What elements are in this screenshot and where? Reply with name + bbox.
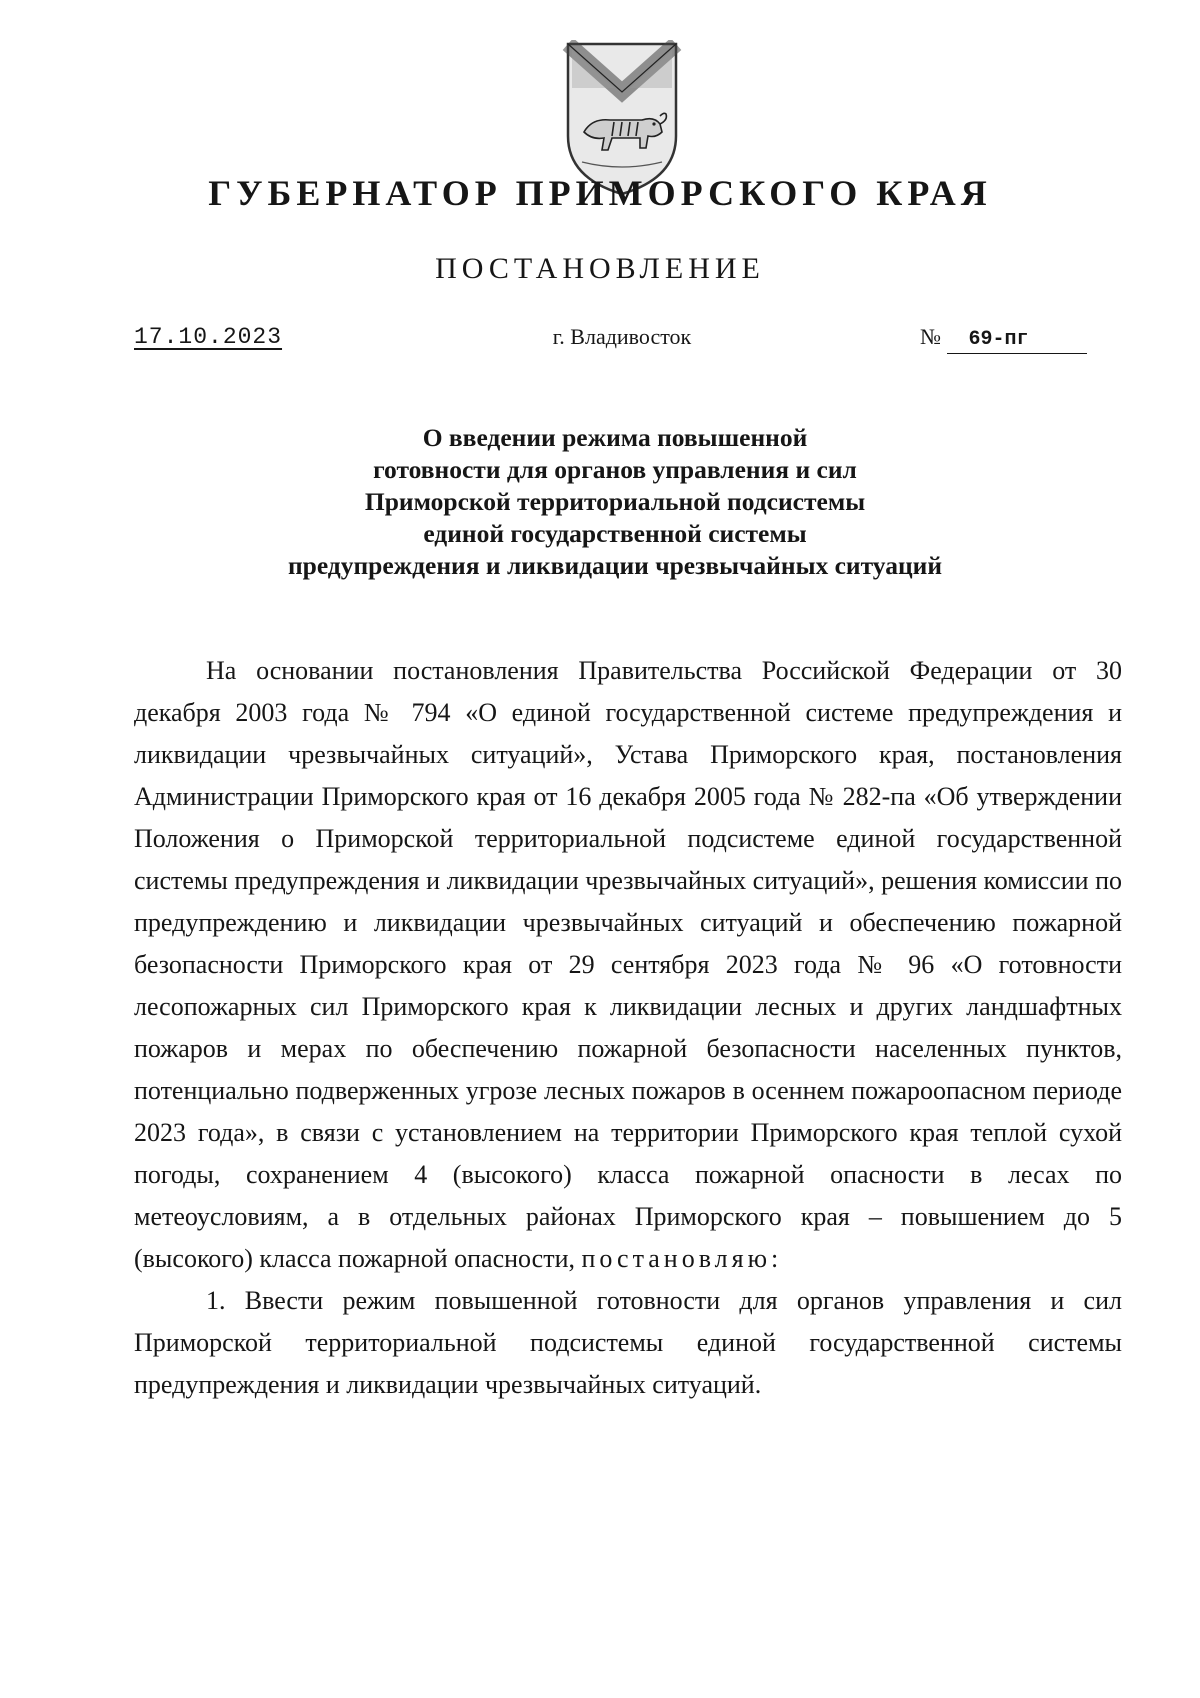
document-number [920, 324, 1087, 354]
organization-heading: ГУБЕРНАТОР ПРИМОРСКОГО КРАЯ [208, 173, 992, 213]
number-value: 69-пг [947, 327, 1087, 354]
document-type-heading: ПОСТАНОВЛЕНИЕ [435, 252, 765, 285]
document-date: 17.10.2023 [134, 324, 283, 350]
document-title [200, 422, 1030, 582]
resolve-word: постановляю: [581, 1244, 783, 1273]
title-line: готовности для органов управления и сил [373, 455, 857, 484]
document-city: г. Владивосток [552, 324, 692, 349]
title-line: предупреждения и ликвидации чрезвычайных ситуаций [287, 551, 943, 580]
title-line: Приморской территориальной подсистемы [364, 487, 866, 516]
number-label: № [920, 324, 941, 349]
document-body [134, 650, 1122, 1406]
preamble-paragraph [134, 650, 1122, 1280]
preamble-text: На основании постановления Правительства Российской Федерации от 30 декабря 2003 года № 794 «О единой государственной системе предупреждения и ликвидации чрезвычайных ситуаций», Устава Приморского края, постановления Администрации Приморского края от 16 декабря 2005 года № 282-па «Об утверждении Положения о Приморской территориальной подсистеме единой государственной системы предупреждения и ликвидации чрезвычайных ситуаций», решения комиссии по предупреждению и ликвидации чрезвычайных ситуаций и обеспечению пожарной безопасности Приморского края от 29 сентября 2023 года № 96 «О готовности лесопожарных сил Приморского края к ликвидации лесных и других ландшафтных пожаров и мерах по обеспечению пожарной безопасности населенных пунктов, потенциально подверженных угрозе лесных пожаров в осеннем пожароопасном периоде 2023 года», в связи с установлением на территории Приморского края теплой сухой погоды, сохранением 4 (высокого) класса пожарной опасности в лесах по метеоусловиям, а в отдельных районах Приморского края – повышением до 5 (высокого) класса пожарной опасности, [134, 656, 1122, 1273]
clause-paragraph: 1. Ввести режим повышенной готовности для органов управления и сил Приморской территориальной подсистемы единой государственной системы предупреждения и ликвидации чрезвычайных ситуаций. [134, 1286, 1122, 1399]
title-line: единой государственной системы [423, 519, 807, 548]
title-line: О введении режима повышенной [422, 423, 808, 452]
